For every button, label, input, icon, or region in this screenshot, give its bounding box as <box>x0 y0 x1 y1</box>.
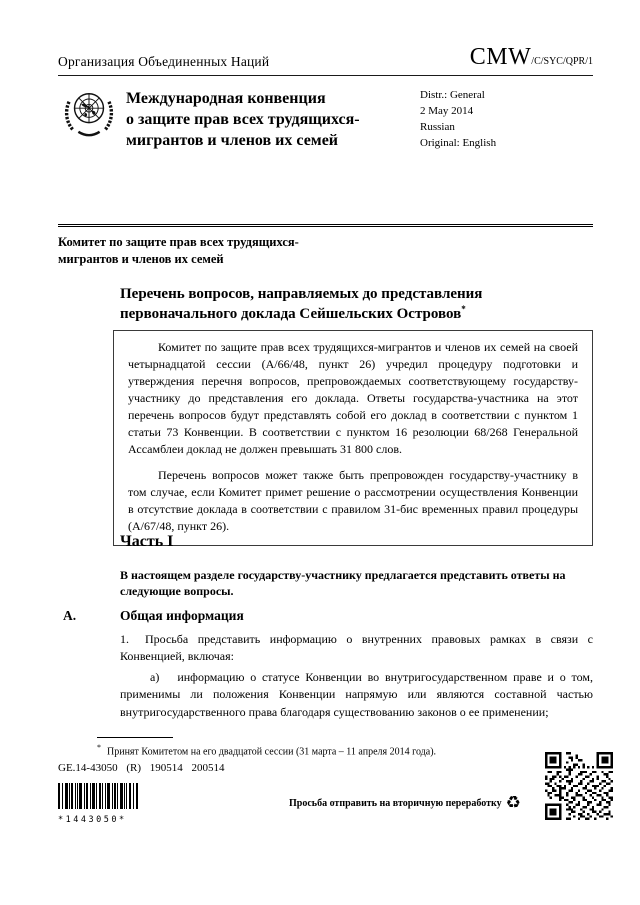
distr-line: Distr.: General <box>420 89 485 101</box>
convention-title-line: Международная конвенция <box>126 90 326 107</box>
section-a-heading <box>63 608 583 624</box>
question-1a-label: а) <box>150 670 160 684</box>
summary-paragraph-1: Комитет по защите прав всех трудящихся-мигрантов и членов их семей на своей четырнадцатой сессии (A/66/48, пункт 26) учредил процедуру подготовки и утверждения перечня вопросов, препровождаемых соответствующему государству-участнику до представления его доклада. Ответы государства-участника на этот перечень вопросов будут представлять собой его доклад в соответствии с пунктом 1 статьи 73 Конвенции. В соответствии с пунктом 16 резолюции 68/268 Генеральной Ассамблеи доклад не должен превышать 31 800 слов. <box>128 340 578 457</box>
qr-code <box>545 752 613 820</box>
distr-original: Original: English <box>420 136 497 149</box>
committee-heading-line: мигрантов и членов их семей <box>58 251 224 266</box>
barcode <box>58 783 140 825</box>
convention-title-line: о защите прав всех трудящихся- <box>126 111 360 129</box>
barcode-bars <box>58 783 138 809</box>
masthead-rule <box>58 224 593 227</box>
doc-symbol <box>470 44 593 71</box>
distr-date: 2 May 2014 <box>420 104 474 117</box>
committee-heading <box>58 234 299 268</box>
document-title <box>120 285 580 324</box>
question-1-number: 1. <box>120 632 129 646</box>
convention-title <box>126 88 360 151</box>
doc-symbol-suffix: /C/SYC/QPR/1 <box>531 56 593 67</box>
question-1-text: Просьба представить информацию о внутренних правовых рамках в связи с Конвенцией, включая: <box>120 632 593 664</box>
header-rule <box>58 75 593 76</box>
distribution-block <box>420 88 496 152</box>
footnote-rule <box>97 737 173 738</box>
part-one-heading: Часть I <box>120 533 174 550</box>
footnote <box>97 743 577 758</box>
convention-title-line: мигрантов и членов их семей <box>126 132 339 150</box>
part-one-intro: В настоящем разделе государству-участнику предлагается представить ответы на следующие вопросы. <box>120 568 566 599</box>
title-footnote-ref: * <box>461 304 466 315</box>
ge-number: GE.14-43050 (R) 190514 200514 <box>58 762 225 774</box>
summary-box <box>113 330 593 546</box>
question-1 <box>120 631 593 666</box>
recycle-icon: ♻ <box>505 793 521 813</box>
section-a-title: Общая информация <box>120 608 244 623</box>
org-name: Организация Объединенных Наций <box>58 54 270 69</box>
question-1a <box>120 669 593 721</box>
footnote-marker: * <box>97 743 101 752</box>
section-a-label: A. <box>63 608 77 623</box>
document-title-text: Перечень вопросов, направляемых до представления первоначального доклада Сейшельских Островов <box>120 286 483 323</box>
doc-symbol-main: CMW <box>469 44 532 70</box>
question-1a-text: информацию о статусе Конвенции во внутригосударственном праве и о том, применимы ли положения Конвенции напрямую или являются составной частью внутригосударственного права благодаря существованию законов о ее применении; <box>120 670 593 719</box>
committee-heading-line: Комитет по защите прав всех трудящихся- <box>58 235 299 249</box>
distr-language: Russian <box>420 120 455 133</box>
footnote-text: Принят Комитетом на его двадцатой сессии (31 марта – 11 апреля 2014 года). <box>107 746 437 758</box>
summary-paragraph-2: Перечень вопросов может также быть препровожден государству-участнику в том случае, если Комитет примет решение о рассмотрении осуществления Конвенции в отсутствие доклада в соответствии с правилом 31-бис временных правил процедуры (A/67/48, пункт 26). <box>128 468 578 534</box>
un-emblem-icon <box>60 86 118 140</box>
recycle-note <box>289 795 521 812</box>
barcode-label: *1443050* <box>58 815 127 825</box>
recycle-note-text: Просьба отправить на вторичную переработку <box>289 798 502 809</box>
